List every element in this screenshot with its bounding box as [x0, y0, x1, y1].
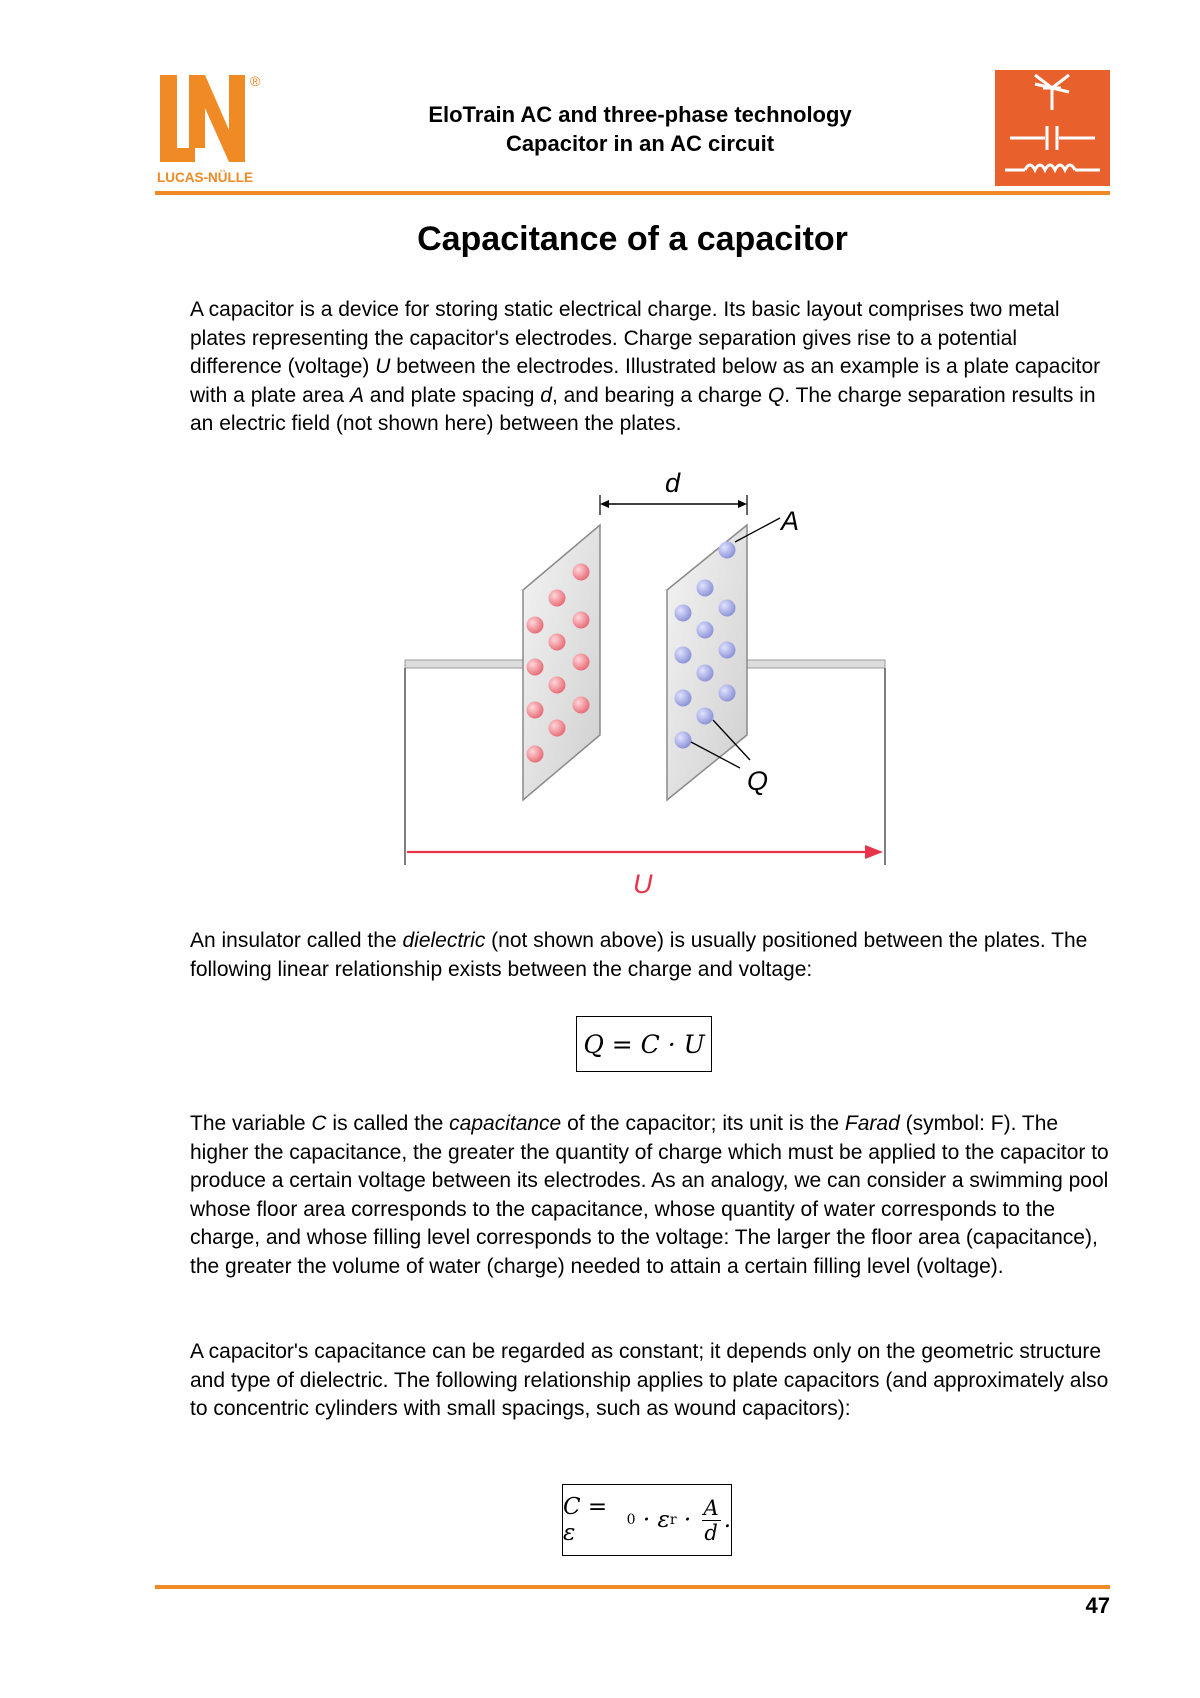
circuit-symbols-icon — [995, 70, 1110, 186]
capacitance-paragraph: The variable C is called the capacitance of the capacitor; its unit is the Farad (symbol: F). The higher the capacitance, the greater the quantity of charge which must be applied to the capacitor to produce a certain voltage between its electrodes. As an analogy, we can consider a swimming pool whose floor area corresponds to the capacitance, whose quantity of water corresponds to the charge, and whose filling level corresponds to the voltage: The larger the floor area (capacitance), the greater the volume of water (charge) needed to attain a certain filling level (voltage). — [190, 1112, 1109, 1278]
logo-brand-text: LUCAS-NÜLLE — [157, 170, 253, 185]
page-title: Capacitance of a capacitor — [417, 220, 848, 258]
page-number: 47 — [1085, 1593, 1110, 1618]
dielectric-paragraph: An insulator called the dielectric (not shown above) is usually positioned between the plates. The following linear relationship exists between the charge and voltage: — [190, 929, 1088, 981]
header-line-1: EloTrain AC and three-phase technology — [428, 102, 852, 127]
footer-divider — [155, 1585, 1110, 1589]
header-line-2: Capacitor in an AC circuit — [505, 131, 775, 156]
area-over-spacing-fraction: $\frac{A}{d}$ — [703, 1495, 719, 1545]
header-title — [330, 100, 950, 158]
header-divider — [155, 191, 1110, 195]
plate-capacitor-paragraph: A capacitor's capacitance can be regarded as constant; it depends only on the geometric structure and type of dielectric. The following relationship applies to plate capacitors (and approximately also to concentric cylinders with small spacings, such as wound capacitors): — [190, 1340, 1109, 1421]
plate-capacitor-figure — [395, 470, 895, 910]
label-A: A — [781, 506, 800, 536]
label-Q: Q — [747, 766, 769, 796]
label-d: d — [665, 470, 681, 498]
registered-mark: ® — [250, 73, 261, 89]
charge-voltage-formula: Q = C · U — [576, 1016, 712, 1072]
lucas-nuelle-logo — [155, 70, 275, 188]
intro-paragraph: A capacitor is a device for storing static electrical charge. Its basic layout comprises two metal plates representing the capacitor's electrodes. Charge separation gives rise to a potential difference (voltage) U between the electrodes. Illustrated below as an example is a plate capacitor with a plate area A and plate spacing d, and bearing a charge Q. The charge separation results in an electric field (not shown here) between the plates. — [190, 298, 1101, 436]
plate-capacitance-formula: C = ε 0 · ε r · $\frac{A}{d}$ . — [562, 1484, 732, 1556]
label-U: U — [633, 869, 653, 899]
